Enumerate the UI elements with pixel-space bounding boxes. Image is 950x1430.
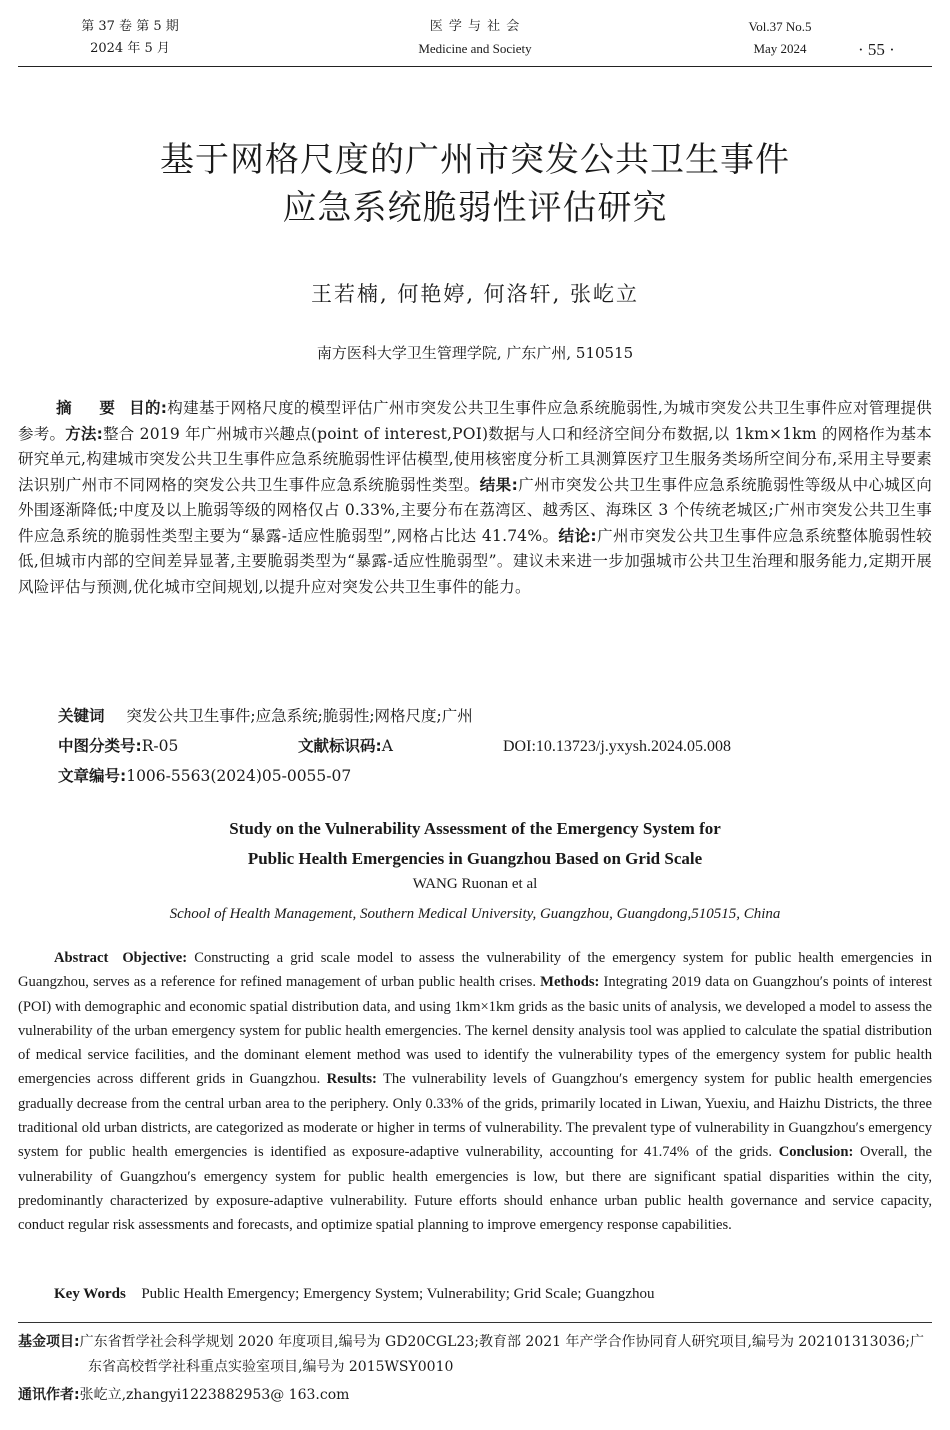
- journal-name-en: Medicine and Society: [418, 41, 532, 56]
- methods-en-label: Methods:: [540, 974, 600, 991]
- corresponding-label: 通讯作者:: [18, 1387, 80, 1403]
- doc-code-value: A: [381, 737, 393, 755]
- footnotes: [18, 1330, 932, 1408]
- keywords-label: 关键词: [58, 707, 105, 725]
- english-affiliation: School of Health Management, Southern Medical University, Guangzhou, Guangdong,510515, China: [169, 906, 781, 922]
- objective-en-label: Objective:: [122, 950, 188, 966]
- objective-text: 构建基于网格尺度的模型评估广州市突发公共卫生事件应急系统脆弱性,为城市突发公共卫生事件应对管理提供参考。: [18, 399, 932, 443]
- english-title: [0, 814, 950, 874]
- issue-date: 2024 年 5 月: [90, 41, 170, 56]
- doi: DOI:10.13723/j.yxysh.2024.05.008: [503, 738, 731, 755]
- funding-label: 基金项目:: [18, 1334, 80, 1350]
- header-rule: [18, 66, 932, 67]
- objective-en-text: Constructing a grid scale model to assess the vulnerability of the emergency system for public health emergencies in Guangzhou, serves as a reference for refined management of urban public health crises.: [18, 950, 932, 991]
- issue-date-en: May 2024: [753, 41, 807, 56]
- results-label: 结果:: [479, 475, 518, 494]
- methods-text: 整合 2019 年广州城市兴趣点(point of interest,POI)数据与人口和经济空间分布数据,以 1km×1km 的网格作为基本研究单元,构建城市突发公共卫生事件应急系统脆弱性评估模型,使用核密度分析工具测算医疗卫生服务类场所空间分布,采用主导要素法识别广州市不同网格的突发公共卫生事件应急系统脆弱性类型。: [18, 424, 932, 494]
- page-number: · 55 ·: [858, 40, 895, 59]
- conclusion-text: 广州市突发公共卫生事件应急系统整体脆弱性较低,但城市内部的空间差异显著,主要脆弱类型为“暴露-适应性脆弱型”。建议未来进一步加强城市公共卫生治理和服务能力,定期开展风险评估与预测,优化城市空间规划,以提升应对突发公共卫生事件的能力。: [18, 526, 933, 596]
- conclusion-en-text: Overall, the vulnerability of Guangzhou′s emergency system for public health emergencies is low, but there are significant spatial disparities within the city, predominantly characterized by exposure-adaptive vulnerability. Future efforts should enhance urban public health governance and service capacity, conduct regular risk assessments and forecasts, and optimize spatial planning to improve emergency response capabilities.: [18, 1144, 932, 1234]
- doc-code: [298, 734, 393, 759]
- results-text: 广州市突发公共卫生事件应急系统脆弱性等级从中心城区向外围逐渐降低;中度及以上脆弱等级的网格仅占 0.33%,主要分布在荔湾区、越秀区、海珠区 3 个传统老城区;广州市突发公共卫生事件应急系统的脆弱性类型主要为“暴露-适应性脆弱型”,网格占比达 41.74%。: [18, 475, 932, 545]
- corresponding-author: [18, 1383, 932, 1408]
- article-number: [58, 764, 351, 789]
- keywords-en-label: Key Words: [54, 1286, 126, 1302]
- volume-issue-en: Vol.37 No.5: [748, 19, 812, 34]
- article-title: [0, 136, 950, 232]
- journal-name: [375, 16, 575, 60]
- volume-issue: 第 37 卷 第 5 期: [81, 19, 179, 34]
- objective-label: 目的:: [129, 399, 168, 417]
- article-number-label: 文章编号:: [58, 767, 127, 785]
- corresponding-text: 张屹立,zhangyi1223882953@ 163.com: [79, 1387, 350, 1403]
- conclusion-en-label: Conclusion:: [778, 1144, 854, 1161]
- title-line-2: 应急系统脆弱性评估研究: [282, 188, 668, 228]
- conclusion-label: 结论:: [558, 526, 597, 545]
- journal-issue-cn: [60, 16, 200, 60]
- clc-label: 中图分类号:: [58, 737, 142, 755]
- doc-code-label: 文献标识码:: [298, 737, 382, 755]
- methods-label: 方法:: [65, 424, 104, 443]
- footnote-rule: [18, 1322, 932, 1323]
- article-number-value: 1006-5563(2024)05-0055-07: [126, 767, 352, 785]
- clc-value: R-05: [141, 737, 179, 755]
- english-title-line-1: Study on the Vulnerability Assessment of the Emergency System for: [229, 819, 721, 838]
- results-en-label: Results:: [326, 1071, 377, 1088]
- keywords-value: 突发公共卫生事件;应急系统;脆弱性;网格尺度;广州: [126, 707, 473, 725]
- journal-issue-en: [725, 16, 835, 60]
- title-line-1: 基于网格尺度的广州市突发公共卫生事件: [160, 140, 790, 180]
- funding-text: 广东省哲学社会科学规划 2020 年度项目,编号为 GD20CGL23;教育部 2021 年产学合作协同育人研究项目,编号为 202101313036;广东省高校哲学社科重点实验室项目,编号为 2015WSY0010: [79, 1334, 925, 1375]
- english-author: WANG Ruonan et al: [412, 876, 538, 892]
- keywords-cn: [58, 704, 932, 729]
- journal-name-cn: 医 学 与 社 会: [429, 19, 521, 34]
- abstract-label: 摘 要: [56, 399, 121, 417]
- abstract-en: [18, 946, 932, 1238]
- keywords-en-value: Public Health Emergency; Emergency System; Vulnerability; Grid Scale; Guangzhou: [141, 1286, 655, 1302]
- keywords-en: [54, 1286, 934, 1303]
- abstract-cn: [18, 396, 932, 600]
- abstract-en-label: Abstract: [54, 950, 109, 966]
- results-en-text: The vulnerability levels of Guangzhou′s emergency system for public health emergencies gradually decrease from the central urban area to the periphery. Only 0.33% of the grids, primarily located in Liwan, Yuexiu, and Haizhu Districts, the three traditional old urban districts, are categorized as moderate or higher in terms of vulnerability. The prevalent type of vulnerability in Guangzhou′s emergency system for public health emergencies is identified as exposure-adaptive vulnerability, accounting for 41.74% of the grids.: [18, 1071, 933, 1161]
- english-title-line-2: Public Health Emergencies in Guangzhou Based on Grid Scale: [247, 849, 703, 868]
- classification-row: [58, 734, 932, 759]
- affiliation: 南方医科大学卫生管理学院, 广东广州, 510515: [316, 344, 634, 362]
- funding: [18, 1330, 932, 1380]
- author-list: 王若楠, 何艳婷, 何洛轩, 张屹立: [310, 282, 640, 306]
- methods-en-text: Integrating 2019 data on Guangzhou′s points of interest (POI) with demographic and economic spatial distribution data, and using 1km×1km grids as the basic units of analysis, we developed a model to assess the vulnerability of the urban emergency system for public health emergencies. The kernel density analysis tool was applied to calculate the spatial distribution of medical service facilities, and the dominant element method was used to identify the vulnerability types of the emergency system for public health emergencies across different grids in Guangzhou.: [18, 974, 932, 1088]
